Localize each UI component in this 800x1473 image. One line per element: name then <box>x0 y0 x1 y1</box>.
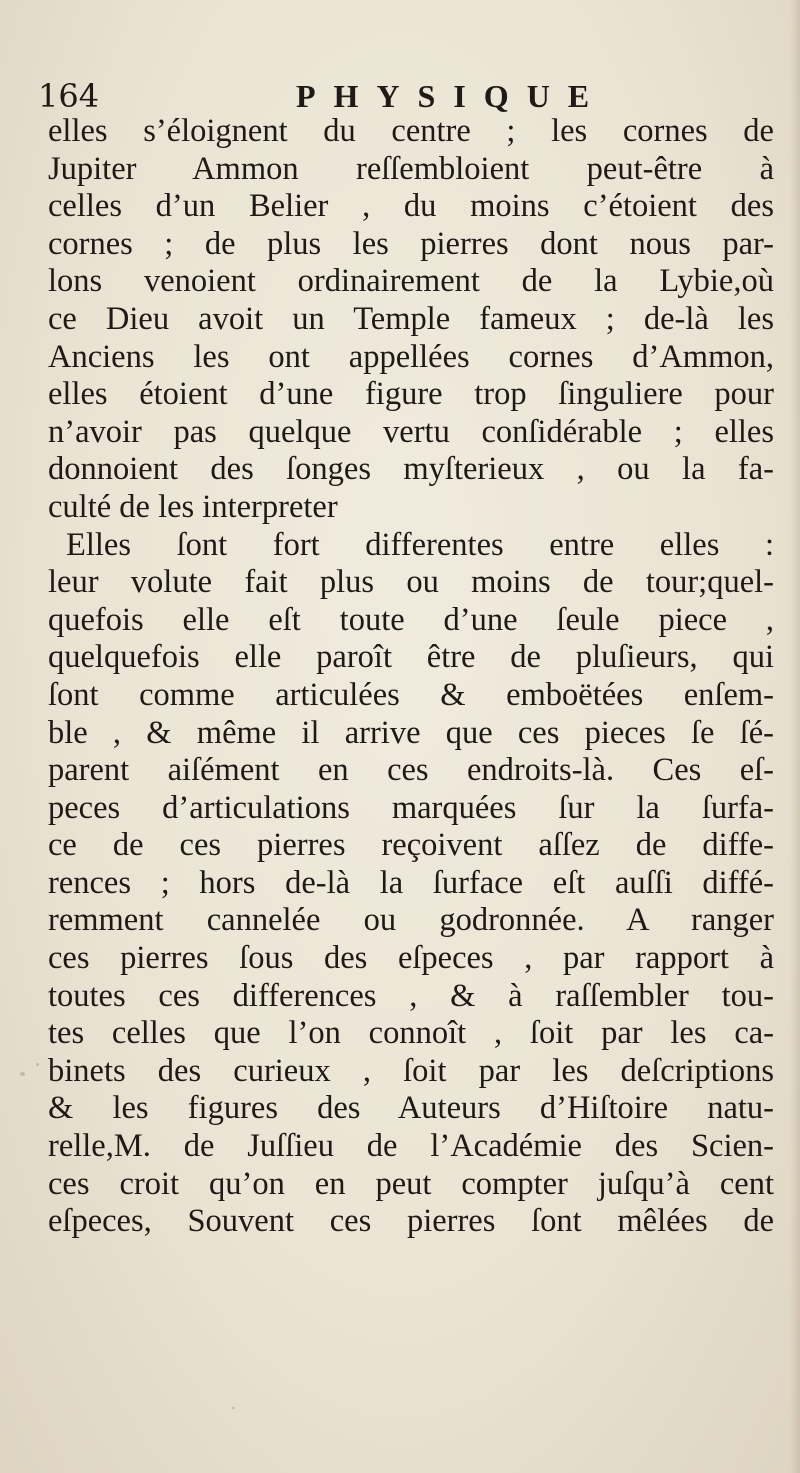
text-line: binets des curieux , ſoit par les deſcriptions <box>48 1052 774 1089</box>
text-line: quefois elle eſt toute d’une ſeule piece , <box>48 601 774 638</box>
page-number: 164 <box>38 77 100 115</box>
text-line: toutes ces differences , & à raſſembler tou- <box>48 977 774 1014</box>
text-line: lons venoient ordinairement de la Lybie,où <box>48 263 774 300</box>
text-line: celles d’un Belier , du moins c’étoient des <box>48 188 774 225</box>
running-title: PHYSIQUE <box>296 78 608 114</box>
text-line: tes celles que l’on connoît , ſoit par les ca- <box>48 1015 774 1052</box>
text-line: remment cannelée ou godronnée. A ranger <box>48 902 774 939</box>
ink-speck <box>36 1063 39 1066</box>
text-line: & les figures des Auteurs d’Hiſtoire natu- <box>48 1090 774 1127</box>
text-line: ces croit qu’on en peut compter juſqu’à cent <box>48 1165 774 1202</box>
text-line: ces pierres ſous des eſpeces , par rapport à <box>48 940 774 977</box>
text-line: rences ; hors de-là la ſurface eſt auſſi diffé- <box>48 864 774 901</box>
text-line: ſont comme articulées & emboëtées enſem- <box>48 676 774 713</box>
page-header <box>38 76 758 116</box>
text-line: cornes ; de plus les pierres dont nous par- <box>48 225 774 262</box>
text-line: elles s’éloignent du centre ; les cornes de <box>48 113 774 149</box>
page-edge-shadow <box>790 0 800 1473</box>
ink-speck <box>232 1407 235 1409</box>
text-line: culté de les interpreter <box>48 488 338 525</box>
text-line: leur volute fait plus ou moins de tour;quel- <box>48 564 774 601</box>
text-line: n’avoir pas quelque vertu conſidérable ; elles <box>48 413 774 450</box>
paragraph-start-line: Elles ſont fort differentes entre elles : <box>66 526 774 563</box>
text-line: relle,M. de Juſſieu de l’Académie des Scien- <box>48 1128 774 1165</box>
text-line: ce Dieu avoit un Temple fameux ; de-là les <box>48 300 774 337</box>
text-line: ce de ces pierres reçoivent aſſez de diffe- <box>48 827 774 864</box>
text-line: Jupiter Ammon reſſembloient peut-être à <box>48 150 774 187</box>
body-text <box>48 113 774 1241</box>
text-line: quelquefois elle paroît être de pluſieurs, qui <box>48 639 774 676</box>
text-line: elles étoient d’une figure trop ſinguliere pour <box>48 376 774 413</box>
ink-speck <box>20 1072 25 1076</box>
text-line: donnoient des ſonges myſterieux , ou la fa- <box>48 451 774 488</box>
text-line: ble , & même il arrive que ces pieces ſe ſé- <box>48 714 774 751</box>
text-line: eſpeces, Souvent ces pierres ſont mêlées de <box>48 1203 774 1240</box>
text-line: parent aiſément en ces endroits-là. Ces eſ- <box>48 752 774 789</box>
text-line: peces d’articulations marquées ſur la ſurfa- <box>48 789 774 826</box>
text-line: Anciens les ont appellées cornes d’Ammon, <box>48 338 774 375</box>
